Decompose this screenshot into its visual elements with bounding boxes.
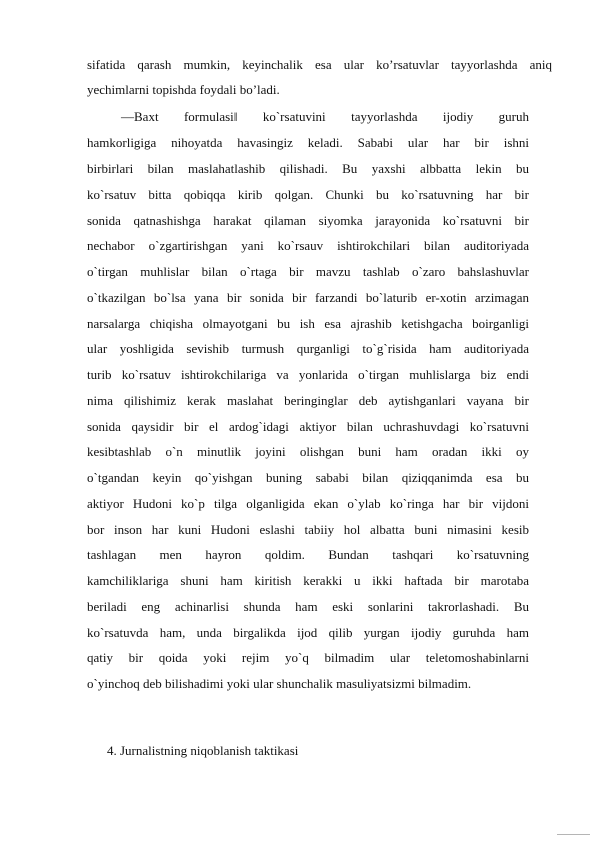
paragraph-line: o`tgandan keyin qo`yishgan buning sababi bilan qiziqqanimda esa bu xyxy=(87,470,529,485)
paragraph-line: hamkorligiga nihoyatda havasingiz keladi. Sababi ular har bir ishni xyxy=(87,135,529,150)
paragraph-line: yechimlarni topishda foydali bo’ladi. xyxy=(87,82,280,97)
paragraph-line: birbirlari bilan maslahatlashib qilishadi. Bu yaxshi albbatta lekin bu xyxy=(87,161,529,176)
paragraph-line: nima qilishimiz kerak maslahat beringinglar deb aytishganlari vayana bir xyxy=(87,393,529,408)
paragraph-line: sonida qaysidir bir el ardog`idagi aktiyor bilan uchrashuvdagi ko`rsatuvni xyxy=(87,419,529,434)
paragraph-line: ular yoshligida sevishib turmush qurganligi to`g`risida ham auditoriyada xyxy=(87,341,529,356)
paragraph-line: o`yinchoq deb bilishadimi yoki ular shunchalik masuliyatsizmi bilmadim. xyxy=(87,676,472,691)
paragraph-line: qatiy bir qoida yoki rejim yo`q bilmadim ular teletomoshabinlarni xyxy=(87,650,529,665)
paragraph-line: sifatida qarash mumkin, keyinchalik esa ular ko’rsatuvlar tayyorlashda aniq xyxy=(87,57,552,72)
paragraph-line: o`tkazilgan bo`lsa yana bir sonida bir farzandi bo`laturib er-xotin arzimagan xyxy=(87,290,529,305)
paragraph-line: o`tirgan muhlislar bilan o`rtaga bir mavzu tashlab o`zaro bahslashuvlar xyxy=(87,264,529,279)
paragraph-line: kamchiliklariga shuni ham kiritish kerakki u ikki haftada bir marotaba xyxy=(87,573,529,588)
paragraph-line: ko`rsatuv bitta qobiqqa kirib qolgan. Chunki bu ko`rsatuvning har bir xyxy=(87,187,529,202)
paragraph-line: sonida qatnashishga harakat qilaman siyomka jarayonida ko`rsatuvni bir xyxy=(87,213,529,228)
paragraph-line: kesibtashlab o`n minutlik joyini olishgan buni ham oradan ikki oy xyxy=(87,444,529,459)
paragraph-line: tashlagan men hayron qoldim. Bundan tashqari ko`rsatuvning xyxy=(87,547,529,562)
paragraph-line: bor inson har kuni Hudoni eslashi tabiiy hol albatta buni nimasini kesib xyxy=(87,522,529,537)
paragraph-line: narsalarga chiqisha olmayotgani bu ish esa ajrashib ketishgacha boirganligi xyxy=(87,316,529,331)
paragraph-line: ko`rsatuvda ham, unda birgalikda ijod qilib yurgan ijodiy guruhda ham xyxy=(87,625,529,640)
paragraph-line: aktiyor Hudoni ko`p tilga olganligida ekan o`ylab ko`ringa har bir vijdoni xyxy=(87,496,529,511)
paragraph-line: nechabor o`zgartirishgan yani ko`rsauv ishtirokchilari bilan auditoriyada xyxy=(87,238,529,253)
paragraph-line: beriladi eng achinarlisi shunda ham eski sonlarini takrorlashadi. Bu xyxy=(87,599,529,614)
paragraph-line: ―Baxt formulasi‖ ko`rsatuvini tayyorlashda ijodiy guruh xyxy=(121,109,529,124)
section-heading: 4. Jurnalistning niqoblanish taktikasi xyxy=(107,743,299,758)
page-corner-divider xyxy=(557,834,590,835)
paragraph-line: turib ko`rsatuv ishtirokchilariga va yonlarida o`tirgan muhlislarga biz endi xyxy=(87,367,529,382)
